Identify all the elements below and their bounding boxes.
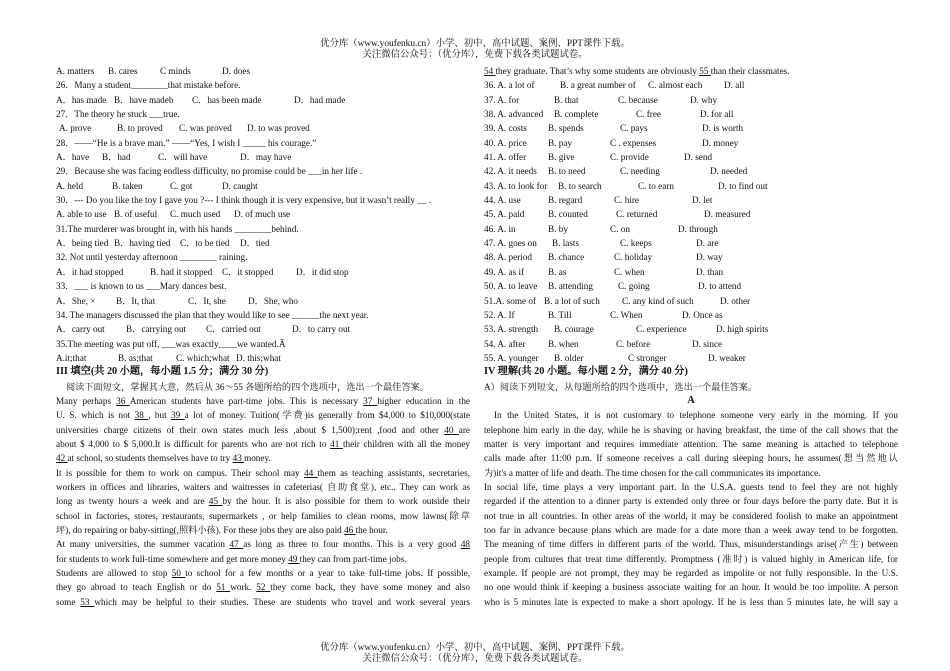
section-3-instructions: 阅读下面短文，掌握其大意，然后从 36～55 各题所给的四个选项中，选出一个最佳答案。 — [66, 381, 429, 392]
options-30: A. able to use B. of useful C. much used D. of much use — [56, 209, 291, 220]
options-28: A．have B．had C．will have D．may have — [56, 152, 292, 163]
passage-letter: A — [687, 394, 695, 406]
cloze-line: workers in offices and libraries, waiters and waitresses in cafeterias( 自助食堂), etc.. They can work as — [56, 481, 470, 492]
footer-line-1: 优分库（www.youfenku.cn）小学、初中、高中试题、案例、PPT课件下载。 — [320, 643, 630, 653]
options-51: 51.A. some of B. a lot of such C. any kind of such D. other — [484, 295, 751, 306]
passage-line: telephone him early in the day, while he is shaving or having breakfast, the time of the call shows that the — [484, 424, 898, 435]
options-43: 43. A. to look for B. to search C. to earn D. to find out — [484, 180, 768, 191]
cloze-line: about $ 4,000 to $ 5,000.It is difficult for parents who are not rich to 41 their children with all the money — [56, 438, 470, 449]
options-50: 50. A. to leave B. attending C. going D. to attend — [484, 281, 742, 292]
options-35: A.it;that B. as;that C. which;what D. this;what — [56, 352, 281, 363]
left-column — [56, 64, 470, 609]
cloze-line: school in factories, stores, restaurants, supermarkets , or help families to clean rooms, mow lawns(除草 — [56, 510, 470, 521]
cloze-line: 42 at school, so students themselves have to try 43 money. — [56, 453, 271, 464]
options-40: 40. A. price B. pay C . expenses D. money — [484, 137, 739, 148]
passage-line: matter is very important and requires immediate attention. The same meaning is attached to telephone — [484, 438, 898, 449]
page-footer — [0, 643, 950, 665]
section-4-instructions: A）阅读下列短文，从每题所给的四个选项中，选出一个最佳答案。 — [484, 381, 758, 392]
section-4-title: IV 理解(共 20 小题。每小题 2 分，满分 40 分) — [484, 366, 688, 378]
question-28: 28．——“He is a brave man.” ——“Yes, I wish I _____ his courage.” — [56, 137, 317, 148]
passage-line: not true in all countries. In other areas of the world, it may be considered foolish to make an appointment — [484, 510, 898, 521]
options-47: 47. A. goes on B. lasts C. keeps D. are — [484, 238, 719, 249]
options-44: 44. A. use B. regard C. hire D. let — [484, 195, 713, 206]
question-33: 33．___ is known to us ___Mary dances best. — [56, 281, 227, 292]
options-45: 45. A. paid B. counted C. returned D. measured — [484, 209, 751, 220]
cloze-line: 坪), do repairing or baby-sitting(,照料小孩). For these jobs they are also paid 46 the hour. — [56, 525, 388, 535]
header-line-1: 优分库（www.youfenku.cn）小学、初中、高中试题、案例、PPT课件下载。 — [320, 39, 630, 49]
options-46: 46. A. in B. by C. on D. through — [484, 223, 718, 234]
footer-line-2: 关注微信公众号：（优分库），免费下载各类试题试卷。 — [362, 654, 588, 664]
options-27: A. prove B. to proved C. was proved D. to was proved — [59, 123, 310, 134]
question-30: 30．--- Do you like the toy I gave you ?--- I think though it is very expensive, but it wasn’t really __ . — [56, 195, 431, 206]
options-42: 42. A. it needs B. to need C. needing D. needed — [484, 166, 748, 177]
options-37: 37. A. for B. that C. because D. why — [484, 94, 718, 105]
options-33: A．She, × B．It, that C．It, she D．She, who — [56, 295, 299, 306]
cloze-line: U. S. which is not 38 , but 39 a lot of money. Tuition(学费)is generally from $4,000 to $10,000(state — [56, 410, 470, 421]
options-34: A．carry out B．carrying out C．carried out D．to carry out — [56, 324, 351, 335]
question-29: 29．Because she was facing endless difficulty, no promise could be ___in her life . — [56, 166, 363, 177]
options-25: A. matters B. cares C minds D. does — [56, 66, 251, 76]
options-52: 52. A. If B. Till C. When D. Once as — [484, 309, 723, 320]
cloze-line: 54 they graduate. That’s why some students are obviously 55 than their classmates. — [484, 66, 790, 76]
cloze-line: some 53 which may be helpful to their studies. These are students who travel and work several years — [56, 596, 470, 607]
passage-line: too far in advance because plans which are made for a date more than a week away tend to be forgotten. — [484, 525, 898, 535]
passage-line: no one would think if keeping a business associate waiting for an hour. It would be too impolite. A person — [484, 582, 898, 593]
cloze-line: At many universities, the summer vacation 47 as long as three to four months. This is a very good 48 — [56, 539, 470, 550]
passage-line: In the United States, it is not customary to telephone someone very early in the morning. If you — [494, 410, 898, 421]
passage-line: example. If people are not prompt, they may be regarded as impolite or not fully responsible. In the U.S. — [484, 568, 898, 579]
options-53: 53. A. strength B. courage C. experience D. high spirits — [484, 324, 769, 335]
passage-line: calls made after 11:00 p.m. If someone receives a call during sleeping hours, he assumes(想当然地认 — [484, 453, 898, 464]
header-line-2: 关注微信公众号：（优分库），免费下载各类试题试卷。 — [362, 50, 588, 60]
right-column — [484, 64, 898, 609]
options-31: A．being tied B．having tied C．to be tied D．tied — [56, 238, 270, 249]
passage-line: regarded if the attention to a dinner party is extended only three or four days before the party date. But it is — [484, 496, 898, 507]
cloze-line: for students to work full-time somewhere and get more money 49 they can from part-time jobs. — [56, 553, 407, 564]
page-header — [0, 39, 950, 61]
question-31: 31.The murderer was brought in, with his hands ________behind. — [56, 223, 299, 234]
passage-line: In social life, time plays a very important part. In the U.S.A. guests tend to feel they are not highly — [484, 481, 898, 492]
passage-line: people from cultures that treat time differently. Promptness (准时) is valued highly in American life, for — [484, 553, 898, 564]
options-29: A. held B. taken C. got D. caught — [56, 180, 258, 191]
options-39: 39. A. costs B. spends C. pays D. is worth — [484, 123, 744, 134]
cloze-line: universities charge citizens of their own states much less ,about $ 1,500);rent ,food and other 40 are — [56, 424, 470, 435]
options-48: 48. A. period B. chance C. holiday D. way — [484, 252, 723, 263]
cloze-line: they go abroad to teach English or do 51 work. 52 they come back, they have some money and also — [56, 582, 470, 593]
options-41: 41. A. offer B. give C. provide D. send — [484, 152, 713, 163]
options-26: A．has made B．have madeb C．has been made D．had made — [56, 94, 346, 105]
cloze-line: Students are allowed to stop 50 to school for a few months or a year to take full-time jobs. If possible, — [56, 568, 470, 579]
options-36: 36. A. a lot of B. a great number of C. almost each D. all — [484, 80, 745, 91]
question-34: 34. The managers discussed the plan that they would like to see ______the next year. — [56, 309, 369, 320]
section-3-title: III 填空(共 20 小题，每小题 1.5 分；满分 30 分) — [56, 366, 269, 378]
options-32: A．it had stopped B. had it stopped C．it stopped D．it did stop — [56, 266, 349, 277]
question-27: 27．The theory he stuck ___true. — [56, 109, 180, 120]
question-32: 32. Not until yesterday afternoon ________ raining. — [56, 252, 248, 263]
options-55: 55. A. younger B. older C stronger D. weaker — [484, 352, 746, 363]
cloze-line: long as twenty hours a week and are 45 by the hour. It is also possible for them to work outside their — [56, 496, 470, 507]
passage-line: The meaning of time differs in different parts of the world. Thus, misunderstandings arise(产生) between — [484, 539, 898, 550]
passage-line: 为)it's a matter of life and death. The time chosen for the call communicates its importance. — [484, 467, 821, 478]
cloze-line: Many perhaps 36 American students have part-time jobs. This is necessary 37 higher education in the — [56, 395, 470, 406]
passage-line: who is 5 minutes late is expected to make a short apology. If he is less than 5 minutes late, he will say a — [484, 596, 898, 607]
cloze-line: It is possible for them to work on campus. Their school may 44 them as teaching assistants, secretaries, — [56, 467, 470, 478]
question-35: 35.The meeting was put off, ___was exactly____we wanted.Ã — [56, 338, 286, 349]
question-26: 26．Many a student________that mistake before. — [56, 80, 241, 91]
options-54: 54. A. after B. when C. before D. since — [484, 338, 723, 349]
options-38: 38. A. advanced B. complete C. free D. for all — [484, 109, 734, 120]
options-49: 49. A. as if B. as C. when D. than — [484, 266, 724, 277]
